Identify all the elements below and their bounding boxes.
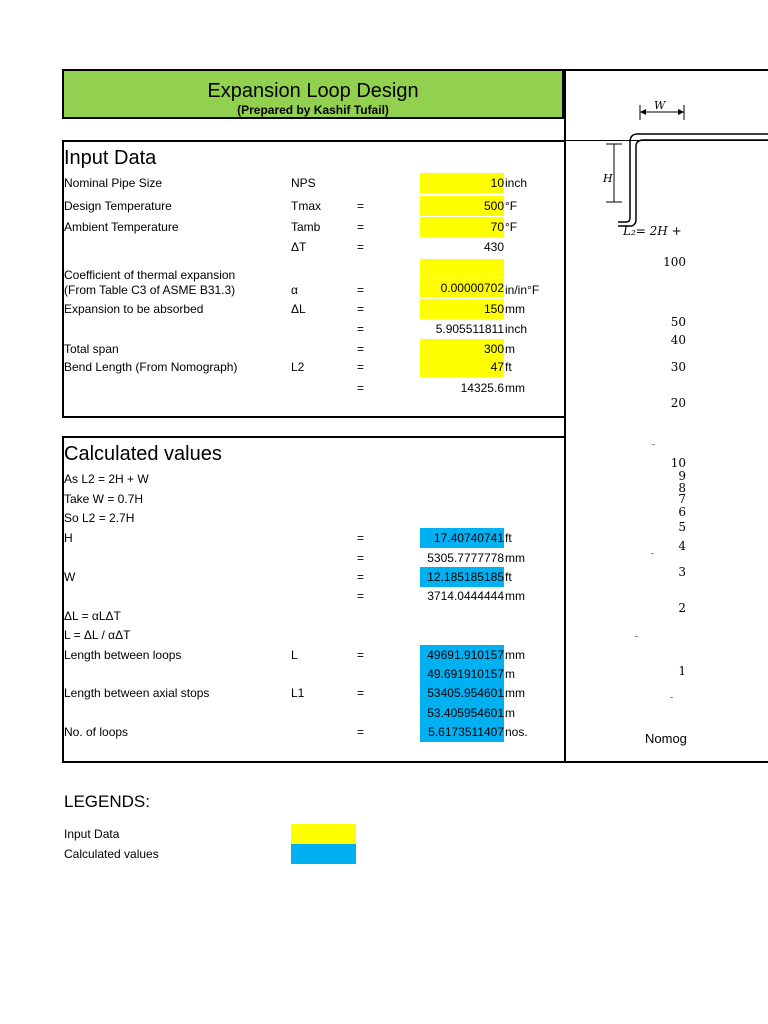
row-label: So L2 = 2.7H [64, 511, 135, 525]
row-equals: = [357, 725, 365, 739]
row-unit: °F [505, 220, 518, 234]
row-equals: = [357, 199, 365, 213]
row-equals: = [357, 648, 365, 662]
row-symbol: NPS [291, 176, 316, 190]
row-equals: = [357, 686, 365, 700]
row-value: 47 [420, 357, 504, 377]
title-banner [62, 69, 564, 119]
row-unit: ft [505, 531, 512, 545]
row-symbol: ΔL [291, 302, 306, 316]
row-value [420, 608, 504, 624]
row-value: 0.00000702 [420, 278, 504, 298]
row-value: 70 [420, 217, 504, 237]
row-value [420, 627, 504, 643]
nomograph-scale-label: 2 [678, 601, 686, 615]
row-unit: in/in°F [505, 283, 540, 297]
row-value: 5.905511811 [435, 322, 504, 336]
row-equals: = [357, 220, 365, 234]
page-subtitle: (Prepared by Kashif Tufail) [237, 103, 389, 117]
nomograph-tick [652, 444, 655, 445]
row-label: L = ΔL / αΔT [64, 628, 131, 642]
loop-height-label: H [603, 172, 613, 185]
nomograph-tick [651, 553, 654, 554]
row-equals: = [357, 342, 365, 356]
row-value: 300 [420, 339, 504, 359]
nomograph-scale-label: 9 [678, 469, 686, 483]
row-symbol: α [291, 283, 298, 297]
row-value: 5.6173511407 [420, 722, 504, 742]
row-unit: nos. [505, 725, 528, 739]
row-value [420, 491, 504, 507]
row-label: Coefficient of thermal expansion [64, 268, 236, 282]
row-label: Bend Length (From Nomograph) [64, 360, 238, 374]
nomograph-scale-label: 7 [678, 492, 686, 506]
row-unit: m [505, 342, 515, 356]
nomograph-scale-label: 50 [670, 315, 686, 329]
row-value [420, 471, 504, 487]
row-symbol: Tamb [291, 220, 321, 234]
loop-width-label: W [654, 99, 666, 112]
legend-label-input: Input Data [64, 827, 120, 841]
row-label: (From Table C3 of ASME B31.3) [64, 283, 236, 297]
legend-swatch-calculated [291, 844, 356, 864]
nomograph-panel-bottom-border [564, 761, 768, 763]
row-value: 12.185185185 [420, 567, 504, 587]
row-label: W [64, 570, 76, 584]
row-value: 14325.6 [460, 381, 504, 395]
nomograph-scale-label: 30 [670, 360, 686, 374]
row-unit: ft [505, 360, 512, 374]
input-data-heading: Input Data [64, 147, 157, 169]
row-symbol: ΔT [291, 240, 307, 254]
nomograph-scale-label: 1 [678, 664, 686, 678]
row-value: 430 [483, 240, 504, 254]
row-equals: = [357, 283, 365, 297]
loop-formula: L₂= 2H + [623, 224, 682, 238]
row-equals: = [357, 589, 365, 603]
row-value: 10 [420, 173, 504, 193]
row-unit: mm [505, 648, 525, 662]
row-unit: mm [505, 302, 525, 316]
row-label: Length between loops [64, 648, 182, 662]
row-unit: inch [505, 322, 528, 336]
row-unit: m [505, 667, 515, 681]
calculated-values-heading: Calculated values [64, 443, 222, 465]
legend-title: LEGENDS: [64, 792, 150, 811]
row-label: Design Temperature [64, 199, 172, 213]
row-unit: mm [505, 381, 525, 395]
row-equals: = [357, 570, 365, 584]
nomograph-scale-label: 10 [670, 456, 686, 470]
row-value: 17.40740741 [420, 528, 504, 548]
nomograph-scale-label: 20 [670, 396, 686, 410]
row-equals: = [357, 240, 365, 254]
row-symbol: L2 [291, 360, 305, 374]
nomograph-scale-label: 6 [678, 505, 686, 519]
row-label: Total span [64, 342, 119, 356]
row-label: Ambient Temperature [64, 220, 179, 234]
row-unit: inch [505, 176, 528, 190]
row-equals: = [357, 360, 365, 374]
row-unit: ft [505, 570, 512, 584]
row-label: ΔL = αLΔT [64, 609, 121, 623]
row-value: 3714.0444444 [427, 589, 504, 603]
row-label: As L2 = 2H + W [64, 472, 149, 486]
nomograph-scale-label: 4 [678, 539, 686, 553]
row-unit: mm [505, 551, 525, 565]
nomograph-scale-label: 3 [678, 565, 686, 579]
row-label: Expansion to be absorbed [64, 302, 204, 316]
nomograph-panel-top-border [564, 69, 768, 71]
row-value: 49691.910157 [420, 645, 504, 665]
row-value: 150 [420, 299, 504, 319]
row-equals: = [357, 302, 365, 316]
nomograph-scale-label: 5 [678, 520, 686, 534]
row-equals: = [357, 551, 365, 565]
nomograph-scale-label: 100 [663, 255, 686, 269]
nomograph-caption: Nomog [645, 731, 687, 746]
legend-swatch-input [291, 824, 356, 844]
row-value [420, 259, 504, 277]
row-value [420, 510, 504, 526]
legend-label-calculated: Calculated values [64, 847, 159, 861]
row-label: Take W = 0.7H [64, 492, 144, 506]
row-equals: = [357, 531, 365, 545]
row-symbol: L1 [291, 686, 305, 700]
row-equals: = [357, 381, 365, 395]
row-equals: = [357, 322, 365, 336]
nomograph-scale-label: 40 [670, 333, 686, 347]
row-unit: mm [505, 589, 525, 603]
row-label: Length between axial stops [64, 686, 210, 700]
row-label: Nominal Pipe Size [64, 176, 163, 190]
nomograph-tick [670, 697, 673, 698]
row-label: No. of loops [64, 725, 129, 739]
row-value: 500 [420, 196, 504, 216]
nomograph-scale-label: 8 [678, 481, 686, 495]
row-unit: m [505, 706, 515, 720]
page-title: Expansion Loop Design [207, 80, 419, 102]
row-value: 5305.7777778 [427, 551, 504, 565]
row-value: 53405.954601 [420, 683, 504, 703]
row-value: 49.691910157 [420, 664, 504, 684]
row-label: H [64, 531, 73, 545]
row-unit: °F [505, 199, 518, 213]
row-symbol: L [291, 648, 298, 662]
row-symbol: Tmax [291, 199, 321, 213]
row-value: 53.405954601 [420, 703, 504, 723]
row-unit: mm [505, 686, 525, 700]
nomograph-tick [635, 636, 638, 637]
